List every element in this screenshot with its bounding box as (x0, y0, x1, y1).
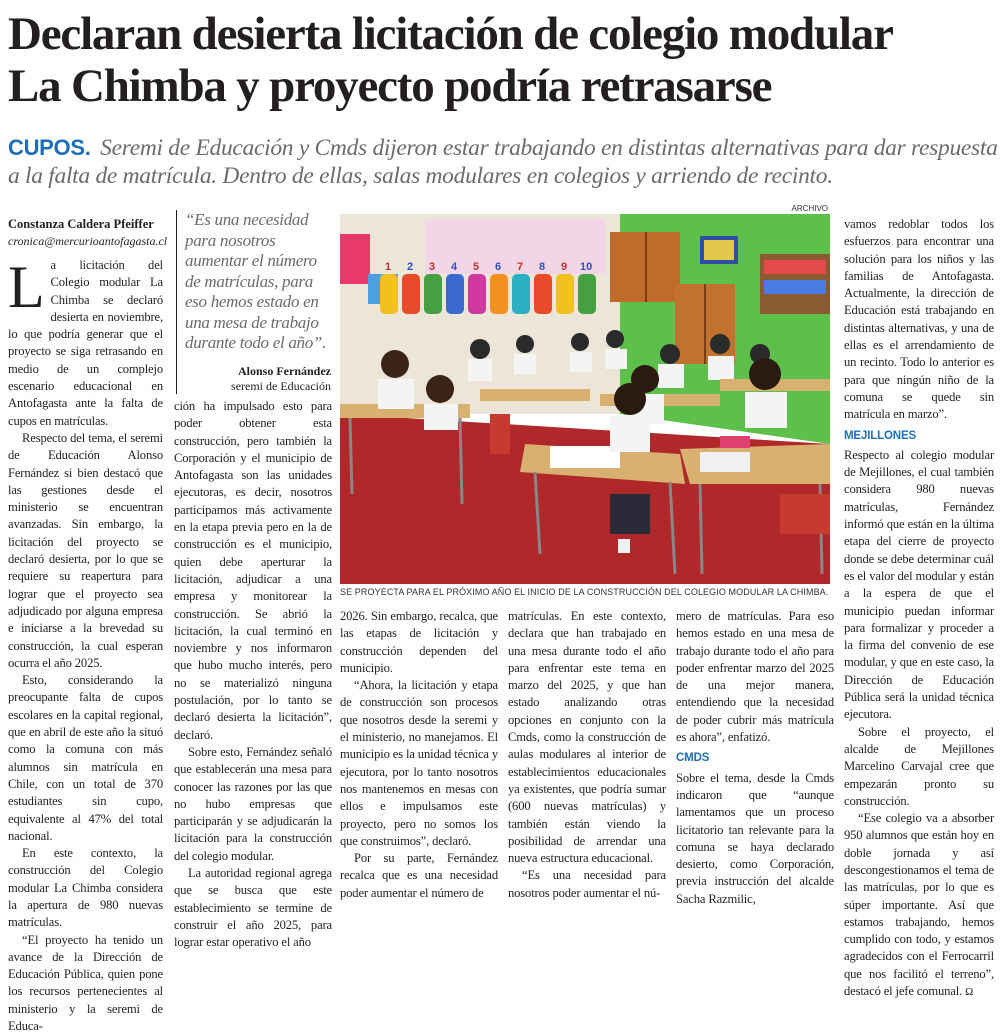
paragraph: “Ese colegio va a absorber 950 alumnos que están hoy en doble jornada y así descongestionamos el tema de las matrículas, por lo que es súper importante. Así que estamos trabajando, hemos cumplido con todo, y estamos agradecidos con el Ferrocarril que nos facilitó el terreno”, destacó el jefe comunal. (844, 811, 994, 999)
paragraph: ción ha impulsado esto para poder obtener esta construcción, pero también la Corporación y el municipio de Antofagasta son las unidades ejecutoras, es decir, nosotros participamos más activamente en la etapa previa pero en la de construcción es el municipio, quien debe aperturar la licitación, adjudicar a una empresa y monitorear la construcción. Se abrió la licitación, la cual terminó en noviembre y nos informaron que hubo mucho interés, pero no se materializó ninguna postulación, por lo tanto se declaró desierta la licitación”, declaró. (174, 399, 332, 742)
banner-number: 5 (473, 261, 480, 273)
pull-quote-role: seremi de Educación (231, 378, 331, 393)
end-mark-icon: Ω (965, 986, 974, 999)
paragraph: Esto, considerando la preocupante falta de cupos escolares en la capital regional, que en abril de este año la situó como la comuna con más alumnos sin matrícula en Chile, con un total de 370 estudiantes sin cupo, equivalente al 47% del total nacional. (8, 673, 163, 843)
paragraph: vamos redoblar todos los esfuerzos para encontrar una solución para los niños y las familias de Antofagasta. Actualmente, la dirección de Educación está trabajando en distintas alternativas, y una de ellas es el arrendamiento de un recinto. Todo lo anterior es para que ningún niño de la comuna se quede sin matrícula en marzo”. (844, 217, 994, 422)
classroom-photo (340, 214, 830, 584)
paragraph: 2026. Sin embargo, recalca, que las etapas de licitación y construcción dependen del municipio. (340, 609, 498, 675)
paragraph: “Ahora, la licitación y etapa de construcción son procesos que nosotros desde la seremi y el ministerio, no manejamos. El municipio es la unidad técnica y ejecutora, por lo tanto nosotros nos mantenemos en mesas con ellos e impulsamos este proyecto, pero no somos los que construimos”, declaró. (340, 678, 498, 848)
banner-number: 7 (517, 261, 524, 273)
deck (8, 134, 998, 190)
byline-email: cronica@mercurioantofagasta.cl (8, 234, 168, 248)
headline-line-1: Declaran desierta licitación de colegio modular (8, 8, 893, 60)
paragraph: mero de matrículas. Para eso hemos estado en una mesa de trabajo durante todo el año para poder enfrentar marzo del 2025 de una mejor manera, entendiendo que la necesidad de poder cubrir más matrícula es ahora”, enfatizó. (676, 609, 834, 745)
paragraph: En este contexto, la construcción del Colegio modular La Chimba considera la apertura de 980 nuevas matrículas. (8, 846, 163, 930)
dropcap: L (8, 254, 45, 320)
pull-quote (176, 210, 331, 394)
banner-number: 1 (385, 261, 392, 273)
body-column-3 (340, 608, 498, 900)
paragraph: matrículas. En este contexto, declara que han trabajado en una mesa durante todo el año para enfrentar este tema en marzo del 2025, y que han estado analizando otras opciones en conjunto con la Cmds, como la construcción de aulas modulares al interior de establecimientos educacionales ya existentes, que podría sumar (600 nuevas matrículas) y también están viendo la posibilidad de arrendar una nueva estructura educacional. (508, 609, 666, 866)
body-column-2 (174, 398, 332, 950)
banner-number: 8 (539, 261, 546, 273)
paragraph: Respecto del tema, el seremi de Educación Alonso Fernández si bien destacó que las gestiones desde el ministerio se encuentran avanzadas. Sin embargo, la licitación del proyecto se declaró desierta, por lo que se requiere su reapertura para lograr que el proyecto sea adjudicado por alguna empresa e iniciarse a la brevedad su construcción, la cual esperan ocurra el año 2025. (8, 430, 163, 670)
paragraph: Sobre esto, Fernández señaló que establecerán una mesa para conocer las razones por las que no hubo empresas que participarán y se adjudicarán la licitación para la construcción del colegio modular. (174, 744, 332, 863)
paragraph: Por su parte, Fernández recalca que es una necesidad poder aumentar el número de (340, 851, 498, 900)
headline (8, 8, 998, 112)
banner-number: 4 (451, 261, 458, 273)
body-column-4 (508, 608, 666, 900)
byline (8, 216, 168, 250)
banner-number: 10 (580, 261, 593, 273)
classroom-illustration (340, 214, 830, 584)
body-column-1 (8, 254, 163, 1034)
subhead-mejillones: MEJILLONES (844, 429, 916, 442)
paragraph: Respecto al colegio modular de Mejillones, el cual también considera 980 nuevas matrículas, Fernández informó que están en la última etapa del cierre de proyecto donde se debe determinar cuál es el valor del modular y están a la espera de que el municipio puedan informar para formalizar y proceder a la firma del convenio de ese modular, y que en este caso, la Dirección de Educación Pública será la unidad técnica ejecutora. (844, 447, 994, 722)
paragraph: Sobre el proyecto, el alcalde de Mejillones Marcelino Carvajal cree que empezarán pronto su construcción. (844, 724, 994, 808)
deck-kicker: CUPOS. (8, 135, 91, 160)
banner-number: 2 (407, 261, 414, 273)
paragraph: Sobre el tema, desde la Cmds indicaron que “aunque lamentamos que un proceso licitatorio tan relevante para la comuna se haya declarado desierto, como Corporación, previa instrucción del alcalde Sacha Razmilic, (676, 770, 834, 906)
paragraph: La autoridad regional agrega que se busca que este establecimiento se termine de construir el año 2025, para lograr estar operativo el año (174, 866, 332, 950)
photo-block (340, 204, 830, 599)
headline-line-2: La Chimba y proyecto podría retrasarse (8, 60, 772, 112)
paragraph: a licitación del Colegio modular La Chimba se declaró desierta en noviembre, lo que podría generar que el proyecto se siga retrasando en medio de un complejo escenario educacional en Antofagasta ante la falta de cupos en matrículas. (8, 258, 163, 428)
paragraph: “El proyecto ha tenido un avance de la Dirección de Educación Pública, quien pone los recursos pertenecientes al ministerio y la seremi de Educa- (8, 932, 163, 1034)
banner-number: 9 (561, 261, 568, 273)
body-column-6 (844, 216, 994, 999)
pull-quote-name: Alonso Fernández (238, 363, 331, 378)
body-column-5 (676, 608, 834, 906)
pull-quote-text: “Es una necesidad para nosotros aumentar el número de matrículas, para eso hemos estado en una mesa de trabajo durante todo el año”. (185, 210, 327, 352)
paragraph: “Es una necesidad para nosotros poder aumentar el nú- (508, 868, 666, 900)
banner-number: 3 (429, 261, 436, 273)
byline-author: Constanza Caldera Pfeiffer (8, 217, 154, 231)
photo-caption: SE PROYECTA PARA EL PRÓXIMO AÑO EL INICIO DE LA CONSTRUCCIÓN DEL COLEGIO MODULAR LA CHIMBA. (340, 587, 829, 597)
banner-number: 6 (495, 261, 502, 273)
photo-credit: ARCHIVO (791, 204, 828, 213)
subhead-cmds: CMDS (676, 752, 710, 765)
deck-text: Seremi de Educación y Cmds dijeron estar trabajando en distintas alternativas para dar respuesta a la falta de matrícula. Dentro de ellas, salas modulares en colegios y arriendo de recinto. (8, 135, 998, 189)
